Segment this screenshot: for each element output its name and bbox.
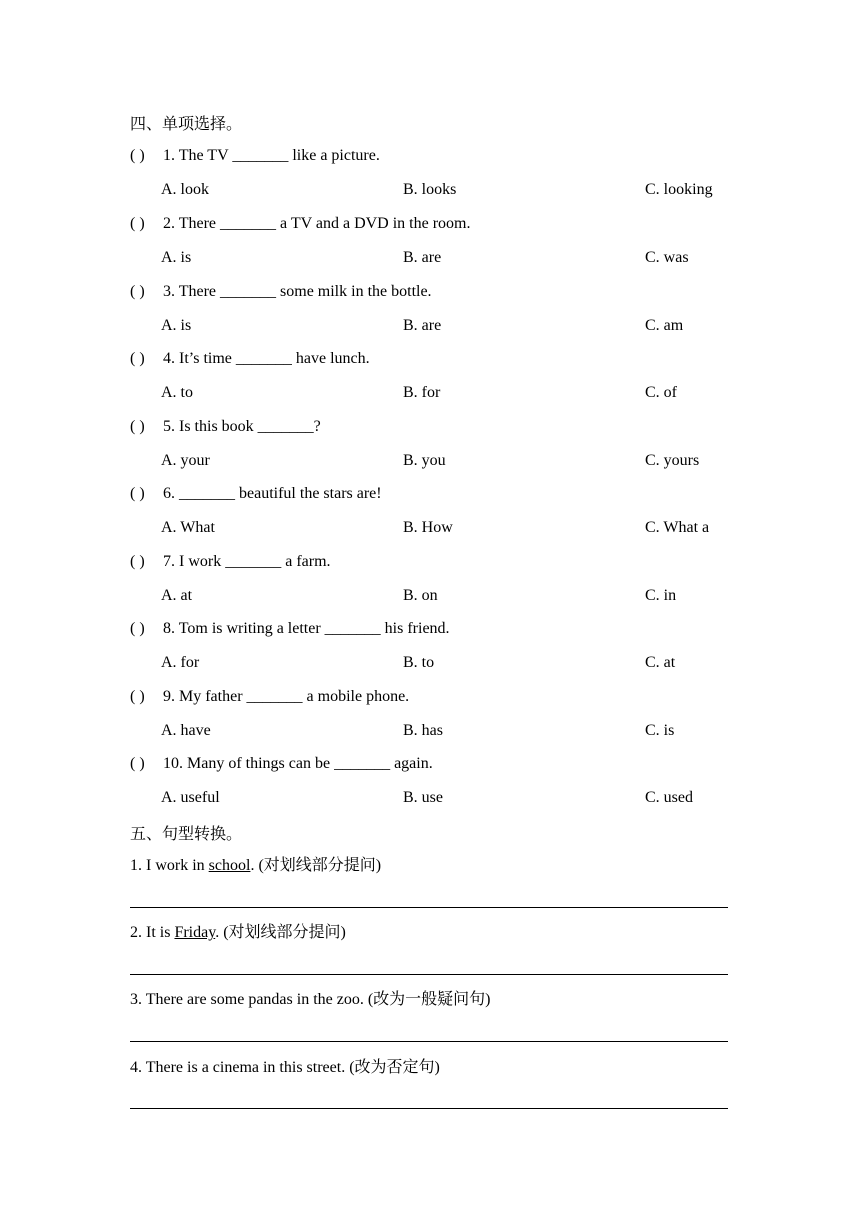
question-1: [130, 145, 380, 167]
question-4: [130, 348, 370, 370]
option-a: A. What: [161, 519, 215, 536]
option-c: C. looking: [645, 181, 713, 198]
answer-bracket[interactable]: ( ): [130, 553, 145, 570]
transform-text: 4. There is a cinema in this street. (改为否定句): [130, 1059, 440, 1076]
option-b: B. you: [403, 452, 446, 469]
underlined-word: Friday: [174, 924, 216, 941]
question-text: 4. It’s time _______ have lunch.: [163, 350, 370, 367]
option-a: A. look: [161, 181, 209, 198]
option-c: C. at: [645, 654, 676, 671]
option-b: B. on: [403, 587, 438, 604]
option-a: A. at: [161, 587, 193, 604]
transform-item-3: [130, 989, 491, 1011]
question-10: [130, 753, 433, 775]
option-c: C. of: [645, 384, 677, 401]
question-9: [130, 686, 409, 708]
option-b: B. are: [403, 317, 442, 334]
answer-line[interactable]: [130, 974, 728, 975]
section-5-heading: 五、句型转换。: [130, 826, 243, 843]
answer-line[interactable]: [130, 907, 728, 908]
option-a: A. your: [161, 452, 210, 469]
question-8-options: [161, 652, 731, 674]
transform-instruction: . (对划线部分提问): [250, 857, 382, 874]
answer-bracket[interactable]: ( ): [130, 283, 145, 300]
option-b: B. are: [403, 249, 442, 266]
question-text: 2. There _______ a TV and a DVD in the room.: [163, 215, 471, 232]
answer-bracket[interactable]: ( ): [130, 620, 145, 637]
answer-line[interactable]: [130, 1041, 728, 1042]
answer-bracket[interactable]: ( ): [130, 350, 145, 367]
option-c: C. in: [645, 587, 677, 604]
option-a: A. is: [161, 249, 192, 266]
option-a: A. have: [161, 722, 211, 739]
question-text: 8. Tom is writing a letter _______ his friend.: [163, 620, 450, 637]
question-2: [130, 213, 471, 235]
answer-line[interactable]: [130, 1108, 728, 1109]
transform-text: 3. There are some pandas in the zoo. (改为一般疑问句): [130, 991, 491, 1008]
question-text: 9. My father _______ a mobile phone.: [163, 688, 410, 705]
question-5: [130, 416, 321, 438]
question-8: [130, 618, 450, 640]
option-c: C. used: [645, 789, 693, 806]
question-4-options: [161, 382, 731, 404]
question-9-options: [161, 720, 731, 742]
answer-bracket[interactable]: ( ): [130, 485, 145, 502]
answer-bracket[interactable]: ( ): [130, 147, 145, 164]
question-10-options: [161, 787, 731, 809]
question-3-options: [161, 315, 731, 337]
option-c: C. was: [645, 249, 689, 266]
question-5-options: [161, 450, 731, 472]
question-3: [130, 281, 432, 303]
question-7-options: [161, 585, 731, 607]
option-b: B. looks: [403, 181, 457, 198]
option-b: B. How: [403, 519, 453, 536]
question-6: [130, 483, 382, 505]
transform-instruction: . (对划线部分提问): [215, 924, 346, 941]
option-b: B. use: [403, 789, 443, 806]
option-c: C. yours: [645, 452, 700, 469]
transform-text: 2. It is: [130, 924, 175, 941]
answer-bracket[interactable]: ( ): [130, 755, 145, 772]
answer-bracket[interactable]: ( ): [130, 215, 145, 232]
option-b: B. has: [403, 722, 443, 739]
option-c: C. is: [645, 722, 675, 739]
transform-text: 1. I work in: [130, 857, 209, 874]
option-a: A. to: [161, 384, 193, 401]
answer-bracket[interactable]: ( ): [130, 418, 145, 435]
question-text: 5. Is this book _______?: [163, 418, 321, 435]
option-a: A. useful: [161, 789, 220, 806]
question-2-options: [161, 247, 731, 269]
option-a: A. for: [161, 654, 200, 671]
section-4-heading: 四、单项选择。: [130, 116, 243, 133]
transform-item-2: [130, 922, 346, 944]
question-text: 3. There _______ some milk in the bottle.: [163, 283, 432, 300]
option-b: B. for: [403, 384, 441, 401]
question-6-options: [161, 517, 731, 539]
transform-item-4: [130, 1057, 440, 1079]
option-a: A. is: [161, 317, 192, 334]
question-1-options: [161, 179, 731, 201]
underlined-word: school: [208, 857, 251, 874]
question-7: [130, 551, 331, 573]
question-text: 6. _______ beautiful the stars are!: [163, 485, 382, 502]
option-b: B. to: [403, 654, 435, 671]
option-c: C. What a: [645, 519, 710, 536]
question-text: 1. The TV _______ like a picture.: [163, 147, 380, 164]
option-c: C. am: [645, 317, 684, 334]
question-text: 10. Many of things can be _______ again.: [163, 755, 433, 772]
transform-item-1: [130, 855, 381, 877]
question-text: 7. I work _______ a farm.: [163, 553, 331, 570]
answer-bracket[interactable]: ( ): [130, 688, 145, 705]
